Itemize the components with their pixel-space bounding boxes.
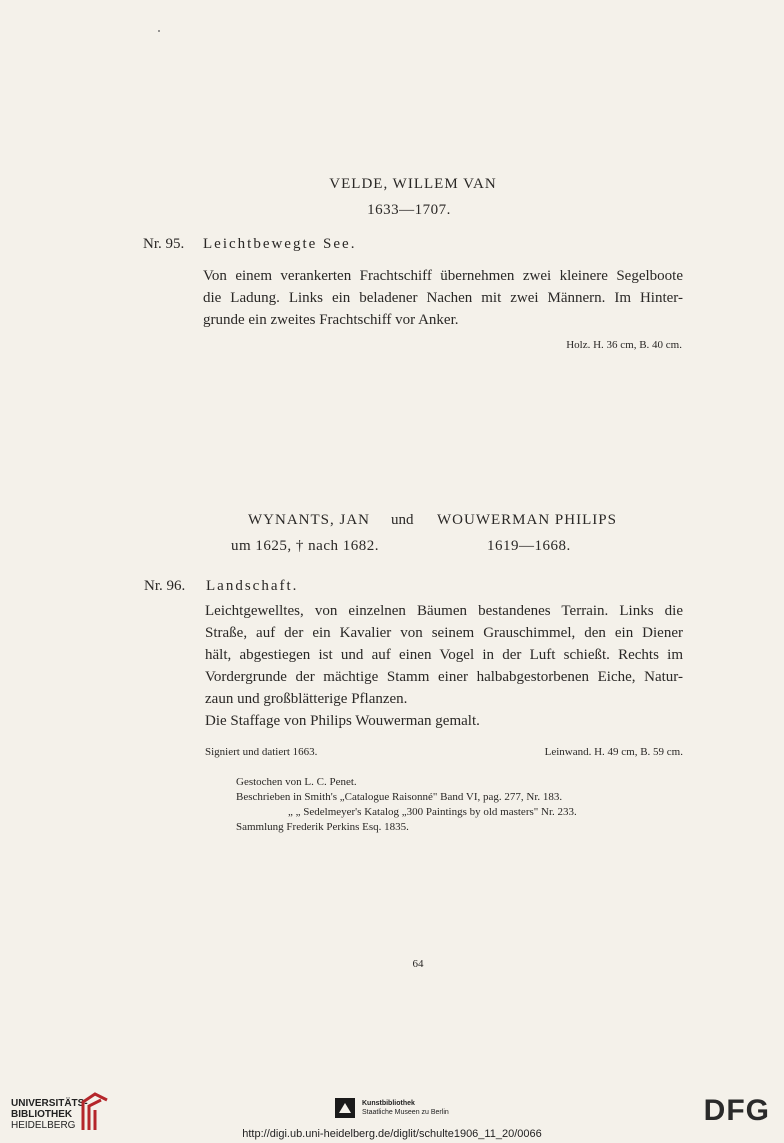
artist-years-left-96: um 1625, † nach 1682. (231, 538, 379, 554)
artist-years-right-96: 1619—1668. (487, 538, 571, 554)
kb-line-2: Staatliche Museen zu Berlin (362, 1109, 449, 1116)
provenance-item: Beschrieben in Smith's „Catalogue Raisonné" Band VI, pag. 277, Nr. 183. (236, 791, 563, 803)
description-line: Leichtgewelltes, von einzelnen Bäumen bestandenes Terrain. Links die (205, 603, 683, 619)
description-line: Straße, auf der ein Kavalier von seinem Grauschimmel, den ein Diener (205, 625, 683, 641)
university-library-logo-text (11, 1098, 88, 1131)
footer-bar (0, 1082, 784, 1143)
painting-title-96: Landschaft. (206, 578, 299, 594)
dfg-logo: DFG (703, 1094, 770, 1127)
description-line: Vordergrunde der mächtige Stamm einer halbabgestorbenen Eiche, Natur- (205, 669, 683, 685)
dimensions-96: Leinwand. H. 49 cm, B. 59 cm. (544, 746, 683, 758)
page-number: 64 (412, 958, 424, 970)
staffage-note: Die Staffage von Philips Wouwerman gemalt. (205, 713, 480, 729)
provenance-item: Gestochen von L. C. Penet. (236, 776, 357, 788)
dimensions-95: Holz. H. 36 cm, B. 40 cm. (566, 339, 682, 351)
uni-line-1: UNIVERSITÄTS- (11, 1098, 88, 1109)
provenance-item: Sammlung Frederik Perkins Esq. 1835. (236, 821, 409, 833)
conjunction-und: und (391, 512, 414, 528)
description-line: die Ladung. Links ein beladener Nachen mit zwei Männern. Im Hinter- (203, 290, 683, 306)
catalog-number-95: Nr. 95. (143, 236, 185, 252)
artist-years-95: 1633—1707. (367, 202, 451, 218)
artist-heading-left-96: WYNANTS, JAN (248, 512, 370, 528)
kunstbibliothek-logo-icon (335, 1098, 355, 1118)
description-line: zaun und großblätterige Pflanzen. (205, 691, 408, 707)
description-95 (203, 265, 683, 331)
artist-heading-right-96: WOUWERMAN PHILIPS (437, 512, 617, 528)
signature-note-96: Signiert und datiert 1663. (205, 746, 318, 758)
description-line: grunde ein zweites Frachtschiff vor Anker. (203, 312, 459, 328)
painting-title-95: Leichtbewegte See. (203, 236, 357, 252)
uni-line-2: BIBLIOTHEK (11, 1109, 73, 1120)
artist-heading-95: VELDE, WILLEM VAN (329, 176, 497, 192)
provenance-item: „ „ Sedelmeyer's Katalog „300 Paintings by old masters" Nr. 233. (288, 806, 577, 818)
provenance-list-96 (236, 775, 656, 835)
kb-line-1: Kunstbibliothek (362, 1100, 415, 1107)
description-line: Von einem verankerten Frachtschiff übernehmen zwei kleinere Segelboote (203, 268, 683, 284)
kunstbibliothek-text (362, 1099, 449, 1117)
description-line: hält, abgestiegen ist und auf einen Vogel in der Luft schießt. Rechts im (205, 647, 683, 663)
catalog-number-96: Nr. 96. (144, 578, 186, 594)
uni-line-3: HEIDELBERG (11, 1120, 76, 1131)
description-96 (205, 600, 683, 732)
heidelberg-logo-icon (79, 1090, 109, 1132)
source-url[interactable]: http://digi.ub.uni-heidelberg.de/diglit/schulte1906_11_20/0066 (242, 1128, 542, 1140)
speck-mark (158, 30, 160, 32)
